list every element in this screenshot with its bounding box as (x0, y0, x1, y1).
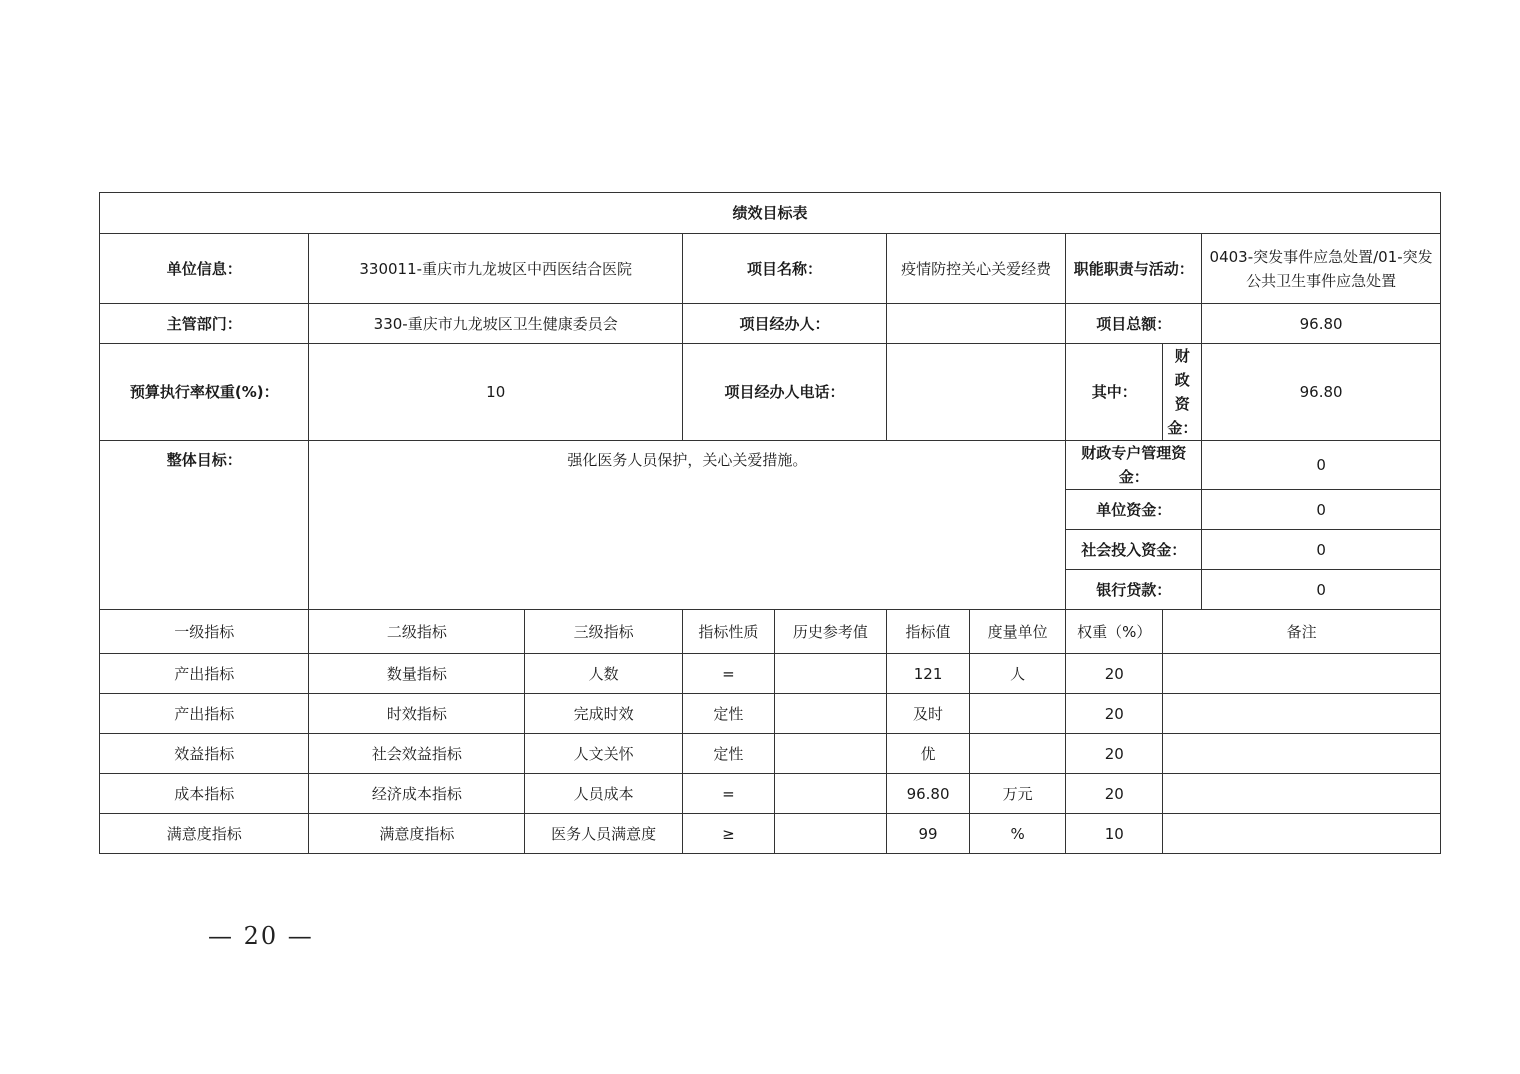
cell-level1: 成本指标 (100, 774, 309, 814)
cell-weight: 20 (1066, 654, 1163, 694)
budget-weight-value: 10 (309, 344, 683, 441)
cell-nature: 定性 (682, 694, 774, 734)
cell-level3: 医务人员满意度 (525, 814, 683, 854)
fund-value: 0 (1202, 570, 1441, 610)
cell-note (1163, 734, 1441, 774)
cell-value: 及时 (887, 694, 970, 734)
cell-value: 99 (887, 814, 970, 854)
table-row (100, 734, 1441, 774)
cell-history (774, 734, 886, 774)
cell-level2: 经济成本指标 (309, 774, 525, 814)
cell-unit (970, 694, 1066, 734)
handler-phone-value (887, 344, 1066, 441)
fiscal-funds-value: 96.80 (1202, 344, 1441, 441)
table-row (100, 814, 1441, 854)
handler-value (887, 304, 1066, 344)
cell-value: 优 (887, 734, 970, 774)
cell-level3: 人文关怀 (525, 734, 683, 774)
cell-note (1163, 694, 1441, 734)
project-name-label: 项目名称： (682, 234, 886, 304)
cell-level3: 完成时效 (525, 694, 683, 734)
cell-history (774, 774, 886, 814)
cell-weight: 20 (1066, 694, 1163, 734)
project-name-value: 疫情防控关心关爱经费 (887, 234, 1066, 304)
fund-label: 社会投入资金： (1066, 530, 1202, 570)
budget-weight-label: 预算执行率权重(%)： (100, 344, 309, 441)
page-number: — 20 — (208, 922, 314, 950)
column-header: 一级指标 (100, 610, 309, 654)
total-amount-label: 项目总额： (1066, 304, 1202, 344)
cell-unit: 人 (970, 654, 1066, 694)
cell-nature: = (682, 774, 774, 814)
fund-value: 0 (1202, 530, 1441, 570)
cell-history (774, 814, 886, 854)
cell-value: 121 (887, 654, 970, 694)
cell-weight: 20 (1066, 774, 1163, 814)
fund-label: 财政专户管理资金： (1066, 441, 1202, 490)
cell-level3: 人员成本 (525, 774, 683, 814)
cell-history (774, 694, 886, 734)
of-which-label: 其中： (1066, 344, 1163, 441)
unit-info-label: 单位信息： (100, 234, 309, 304)
cell-note (1163, 774, 1441, 814)
unit-info-value: 330011-重庆市九龙坡区中西医结合医院 (309, 234, 683, 304)
cell-nature: ≥ (682, 814, 774, 854)
column-header: 备注 (1163, 610, 1441, 654)
cell-level1: 产出指标 (100, 654, 309, 694)
cell-level2: 社会效益指标 (309, 734, 525, 774)
cell-note (1163, 654, 1441, 694)
cell-nature: 定性 (682, 734, 774, 774)
cell-unit: % (970, 814, 1066, 854)
total-amount-value: 96.80 (1202, 304, 1441, 344)
column-header: 指标值 (887, 610, 970, 654)
table-row (100, 774, 1441, 814)
fund-value: 0 (1202, 490, 1441, 530)
cell-unit: 万元 (970, 774, 1066, 814)
overall-goal-value: 强化医务人员保护，关心关爱措施。 (309, 441, 1066, 610)
cell-level1: 效益指标 (100, 734, 309, 774)
cell-weight: 10 (1066, 814, 1163, 854)
cell-weight: 20 (1066, 734, 1163, 774)
table-row (100, 694, 1441, 734)
dept-value: 330-重庆市九龙坡区卫生健康委员会 (309, 304, 683, 344)
dept-label: 主管部门： (100, 304, 309, 344)
column-header: 三级指标 (525, 610, 683, 654)
column-header: 权重（%） (1066, 610, 1163, 654)
cell-nature: = (682, 654, 774, 694)
column-header: 历史参考值 (774, 610, 886, 654)
handler-label: 项目经办人： (682, 304, 886, 344)
duty-label: 职能职责与活动： (1066, 234, 1202, 304)
indicator-header-row (100, 610, 1441, 654)
cell-note (1163, 814, 1441, 854)
cell-level3: 人数 (525, 654, 683, 694)
column-header: 度量单位 (970, 610, 1066, 654)
handler-phone-label: 项目经办人电话： (682, 344, 886, 441)
cell-unit (970, 734, 1066, 774)
cell-history (774, 654, 886, 694)
fund-label: 单位资金： (1066, 490, 1202, 530)
column-header: 指标性质 (682, 610, 774, 654)
cell-value: 96.80 (887, 774, 970, 814)
overall-goal-label: 整体目标： (100, 441, 309, 610)
cell-level1: 产出指标 (100, 694, 309, 734)
performance-goal-table (99, 192, 1441, 854)
table-row (100, 654, 1441, 694)
cell-level2: 时效指标 (309, 694, 525, 734)
fund-label: 银行贷款： (1066, 570, 1202, 610)
fund-value: 0 (1202, 441, 1441, 490)
cell-level1: 满意度指标 (100, 814, 309, 854)
cell-level2: 满意度指标 (309, 814, 525, 854)
cell-level2: 数量指标 (309, 654, 525, 694)
fiscal-funds-label: 财政资金： (1163, 344, 1202, 441)
column-header: 二级指标 (309, 610, 525, 654)
duty-value: 0403-突发事件应急处置/01-突发公共卫生事件应急处置 (1202, 234, 1441, 304)
table-title: 绩效目标表 (100, 193, 1441, 234)
performance-goal-sheet (99, 192, 1441, 854)
